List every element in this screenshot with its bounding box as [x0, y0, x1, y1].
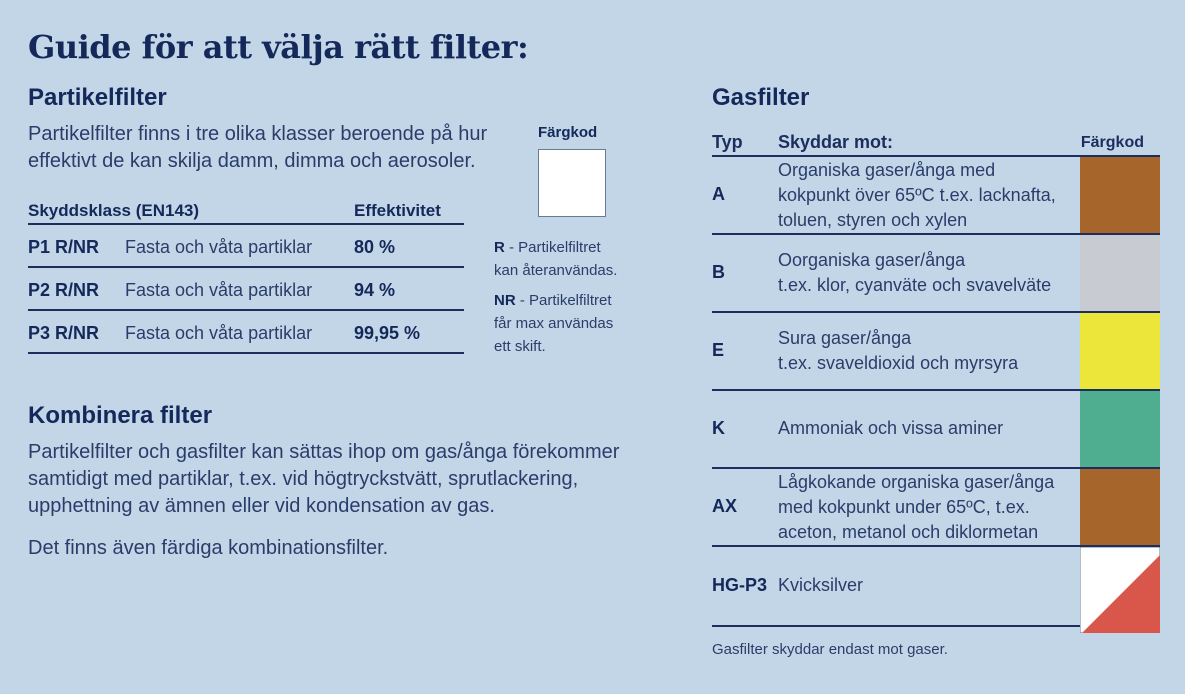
row-typ: B: [712, 262, 725, 282]
row-typ: HG-P3: [712, 575, 768, 595]
kombinera-text: Partikelfilter och gasfilter kan sättas ihop om gas/ånga förekommer samtidigt med partiklar, t.ex. vid högtryckstvätt, sprutlackering, upphettning av ämnen eller vid kondensation av gas. Det finns även färdiga kombinationsfilter.: [28, 441, 620, 559]
row-typ: K: [712, 418, 725, 438]
row-eff: 80 %: [354, 237, 396, 257]
row-class: P1 R/NR: [28, 237, 100, 257]
partikel-table-header: [28, 201, 464, 223]
row-desc: Oorganiska gaser/ånga t.ex. klor, cyanväte och svavelväte: [778, 250, 1052, 295]
table-row: [28, 225, 464, 268]
row-desc: Lågkokande organiska gaser/ånga med kokpunkt under 65ºC, t.ex. aceton, metanol och diklormetan: [778, 472, 1055, 542]
split-color-swatch: [1080, 547, 1160, 633]
kombinera-heading: Kombinera filter: [28, 402, 213, 429]
table-row: [712, 157, 1160, 235]
col-effektivitet: Effektivitet: [354, 201, 441, 220]
gas-table-header: [712, 130, 1160, 157]
partikel-table: [28, 201, 464, 354]
row-typ: AX: [712, 496, 738, 516]
gas-footnote: Gasfilter skyddar endast mot gaser.: [712, 641, 948, 658]
row-eff: 94 %: [354, 280, 396, 300]
row-class: P3 R/NR: [28, 323, 100, 343]
page-title: Guide för att välja rätt filter:: [28, 28, 529, 66]
partikelfilter-intro: Partikelfilter finns i tre olika klasser beroende på hur effektivt de kan skilja damm, dimma och aerosoler.: [28, 123, 488, 172]
table-row: [712, 391, 1160, 469]
row-desc: Fasta och våta partiklar: [125, 237, 313, 257]
row-desc: Sura gaser/ånga t.ex. svaveldioxid och myrsyra: [778, 328, 1019, 373]
col-fargkod: Färgkod: [1080, 134, 1144, 151]
partikel-color-swatch: [538, 149, 606, 217]
row-typ: E: [712, 340, 725, 360]
table-row: [712, 547, 1160, 627]
col-typ: Typ: [712, 132, 743, 152]
table-row: [28, 268, 464, 311]
row-desc: Organiska gaser/ånga med kokpunkt över 65ºC t.ex. lacknafta, toluen, styren och xylen: [778, 160, 1056, 230]
partikel-color-label: Färgkod: [538, 124, 598, 141]
color-swatch: [1080, 235, 1160, 311]
row-class: P2 R/NR: [28, 280, 100, 300]
note-nr: NR - Partikelfiltret får max användas ett skift.: [494, 292, 614, 355]
gas-table: [712, 130, 1160, 627]
partikelfilter-heading: Partikelfilter: [28, 84, 167, 111]
color-swatch: [1080, 469, 1160, 545]
row-eff: 99,95 %: [354, 323, 421, 343]
table-row: [28, 311, 464, 354]
gasfilter-heading: Gasfilter: [712, 84, 810, 111]
row-desc: Fasta och våta partiklar: [125, 323, 313, 343]
table-row: [712, 313, 1160, 391]
table-row: [712, 469, 1160, 547]
color-swatch: [1080, 157, 1160, 233]
color-swatch: [1080, 391, 1160, 467]
col-skyddar: Skyddar mot:: [778, 132, 894, 152]
row-typ: A: [712, 184, 725, 204]
row-desc: Fasta och våta partiklar: [125, 280, 313, 300]
table-row: [712, 235, 1160, 313]
col-skyddsklass: Skyddsklass (EN143): [28, 201, 200, 220]
color-swatch: [1080, 313, 1160, 389]
row-desc: Kvicksilver: [778, 575, 864, 595]
row-desc: Ammoniak och vissa aminer: [778, 418, 1004, 438]
note-r: R - Partikelfiltret kan återanvändas.: [494, 239, 618, 279]
